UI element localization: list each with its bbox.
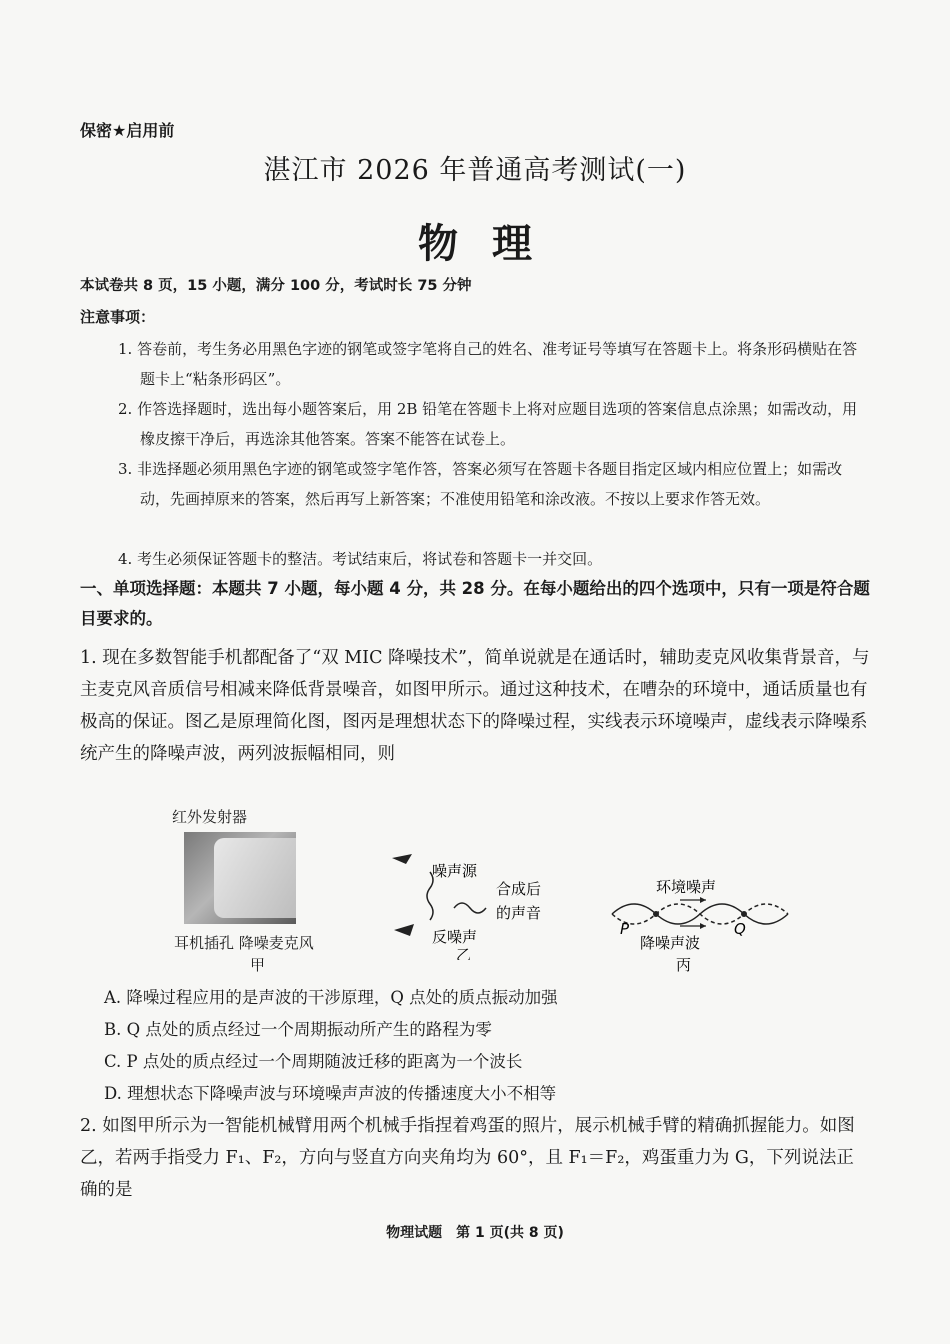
note-item: 4. 考生必须保证答题卡的整洁。考试结束后，将试卷和答题卡一并交回。: [118, 550, 603, 568]
confidential-label: 保密★启用前: [80, 121, 175, 140]
fig-bing-caption: 丙: [676, 956, 692, 974]
phone-image: [214, 838, 296, 918]
speaker-icon: [392, 854, 412, 864]
note-item: 3. 非选择题必须用黑色字迹的钢笔或签字笔作答，答案必须写在答题卡各题目指定区域内相应位置上；如需改动，先画掉原来的答案，然后再写上新答案；不准使用铅笔和涂改液。不按以上要求作答无效。: [118, 460, 843, 508]
combined-wave: [454, 903, 486, 913]
arrow-head-icon: [700, 897, 706, 903]
exam-info: 本试卷共 8 页，15 小题，满分 100 分，考试时长 75 分钟: [80, 278, 472, 294]
option-a: A. 降噪过程应用的是声波的干涉原理，Q 点处的质点振动加强: [104, 988, 558, 1007]
fig-bing-env: 环境噪声: [656, 878, 717, 896]
notes-heading: 注意事项：: [80, 308, 156, 326]
question-1-stem: 1. 现在多数智能手机都配备了“双 MIC 降噪技术”，简单说就是在通话时，辅助麦克风收集背景音，与主麦克风音质信号相减来降低背景噪音，如图甲所示。通过这种技术，在嘈杂的环境中，通话质量也有极高的保证。图乙是原理简化图，图丙是理想状态下的降噪过程，实线表示环境噪声，虚线表示降噪系统产生的降噪声波，两列波振幅相同，则: [80, 648, 870, 764]
fig-yi-combined-1: 合成后: [496, 880, 542, 898]
option-c: C. P 点处的质点经过一个周期随波迁移的距离为一个波长: [104, 1052, 523, 1071]
section-heading: 一、单项选择题：本题共 7 小题，每小题 4 分，共 28 分。在每小题给出的四个选项中，只有一项是符合题目要求的。: [80, 579, 870, 628]
speaker-icon: [394, 924, 414, 936]
label-q: Q: [734, 920, 746, 938]
subject-title: 物理: [418, 221, 566, 267]
fig-yi-caption: 乙: [456, 946, 472, 960]
fig-bing-anti: 降噪声波: [640, 934, 701, 952]
exam-title: 湛江市 2026 年普通高考测试(一): [263, 155, 687, 186]
arrow-head-icon: [700, 923, 706, 929]
note-item: 1. 答卷前，考生务必用黑色字迹的钢笔或签字笔将自己的姓名、准考证号等填写在答题卡上。将条形码横贴在答题卡上“粘条形码区”。: [118, 340, 858, 388]
page-footer: 物理试题 第 1 页(共 8 页): [386, 1225, 564, 1241]
question-2-stem: 2. 如图甲所示为一智能机械臂用两个机械手指捏着鸡蛋的照片，展示机械手臂的精确抓握能力。如图乙，若两手指受力 F₁、F₂，方向与竖直方向夹角均为 60°，且 F₁＝F₂，鸡蛋重力为 G，下列说法正确的是: [80, 1116, 855, 1200]
fig-bing-diagram: [600, 874, 800, 974]
option-d: D. 理想状态下降噪声波与环境噪声声波的传播速度大小不相等: [104, 1084, 557, 1103]
anti-noise-wave: [612, 904, 788, 924]
fig-jia-top-label: 红外发射器: [172, 808, 248, 826]
note-item: 2. 作答选择题时，选出每小题答案后，用 2B 铅笔在答题卡上将对应题目选项的答案信息点涂黑；如需改动，用橡皮擦干净后，再选涂其他答案。答案不能答在试卷上。: [118, 400, 858, 448]
point-p: [653, 911, 659, 917]
option-b: B. Q 点处的质点经过一个周期振动所产生的路程为零: [104, 1020, 492, 1039]
fig-yi-combined-2: 的声音: [496, 904, 542, 922]
fig-jia-bottom-label: 耳机插孔 降噪麦克风: [174, 934, 314, 952]
phone-photo: [184, 832, 296, 924]
fig-yi-diagram: [384, 850, 584, 960]
fig-yi-anti: 反噪声: [432, 928, 478, 946]
point-q: [741, 911, 747, 917]
fig-jia-caption: 甲: [250, 956, 266, 974]
fig-yi-source: 噪声源: [432, 862, 478, 880]
label-p: P: [620, 920, 630, 938]
